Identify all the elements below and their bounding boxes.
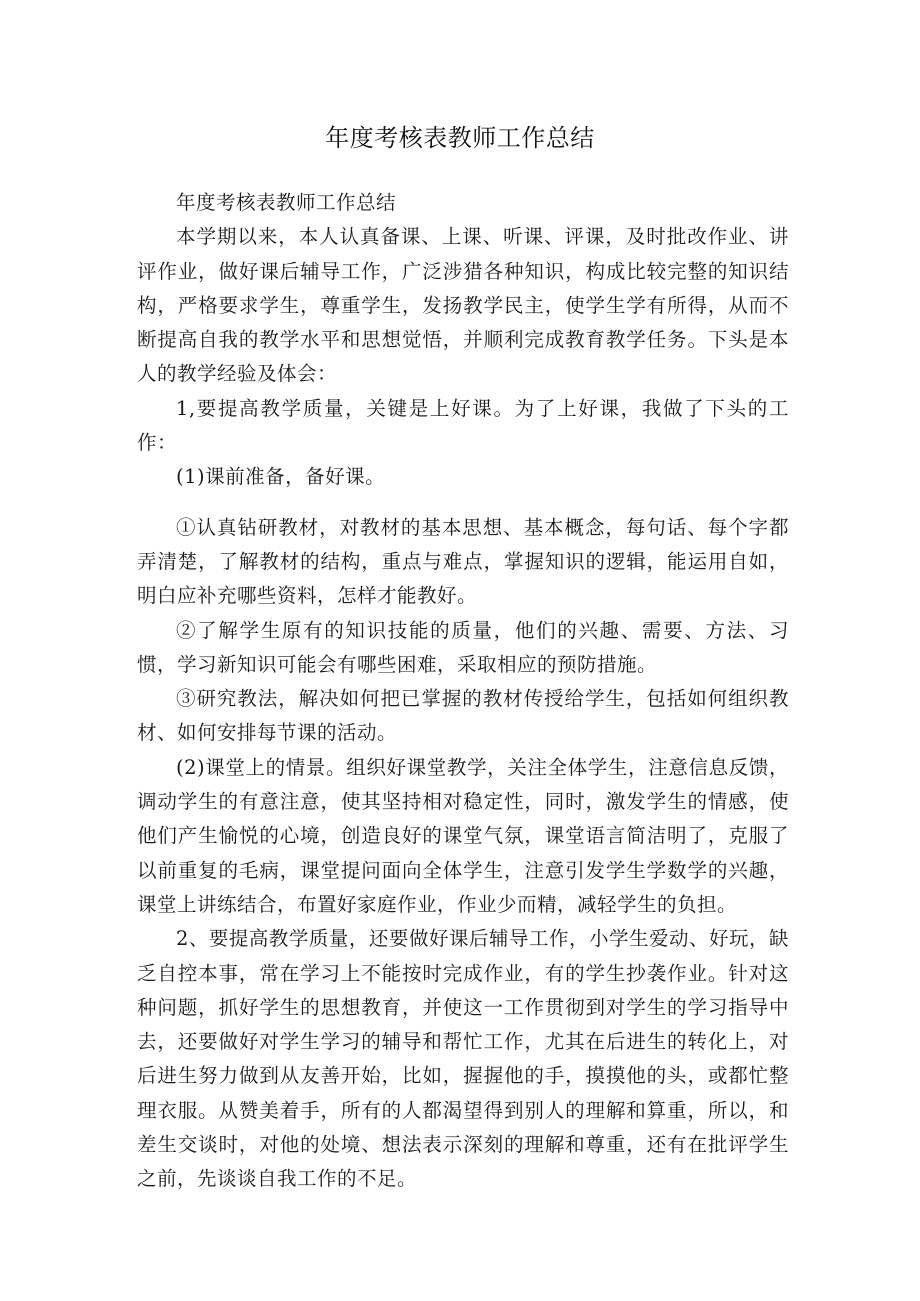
paragraph-subpoint-2: (2)课堂上的情景。组织好课堂教学，关注全体学生，注意信息反馈，调动学生的有意注意，使其坚持相对稳定性，同时，激发学生的情感，使他们产生愉悦的心境，创造良好的课堂气氛，课堂语言简洁明了，克服了以前重复的毛病，课堂提问面向全体学生，注意引发学生学数学的兴趣，课堂上讲练结合，布置好家庭作业，作业少而精，减轻学生的负担。 <box>137 755 789 916</box>
paragraph-subtitle: 年度考核表教师工作总结 <box>176 191 397 214</box>
paragraph-subpoint-1: (1)课前准备，备好课。 <box>176 465 386 489</box>
paragraph-point-1: 1,要提高教学质量，关键是上好课。为了上好课，我做了下头的工作： <box>137 396 789 455</box>
document-body <box>137 186 789 1197</box>
paragraph-intro: 本学期以来，本人认真备课、上课、听课、评课，及时批改作业、讲评作业，做好课后辅导工作，广泛涉猎各种知识，构成比较完整的知识结构，严格要求学生，尊重学生，发扬教学民主，使学生学有所得，从而不断提高自我的教学水平和思想觉悟，并顺利完成教育教学任务。下头是本人的教学经验及体会： <box>137 225 789 386</box>
paragraph-item-2: ②了解学生原有的知识技能的质量，他们的兴趣、需要、方法、习惯，学习新知识可能会有哪些困难，采取相应的预防措施。 <box>137 618 789 676</box>
paragraph-item-3: ③研究教法，解决如何把已掌握的教材传授给学生，包括如何组织教材、如何安排每节课的活动。 <box>137 687 789 745</box>
paragraph-spacer <box>137 495 789 511</box>
paragraph-item-1: ①认真钻研教材，对教材的基本思想、基本概念，每句话、每个字都弄清楚，了解教材的结构，重点与难点，掌握知识的逻辑，能运用自如，明白应补充哪些资料，怎样才能教好。 <box>137 515 789 608</box>
document-title: 年度考核表教师工作总结 <box>325 124 595 152</box>
paragraph-point-2: 2、要提高教学质量，还要做好课后辅导工作，小学生爱动、好玩，缺乏自控本事，常在学习上不能按时完成作业，有的学生抄袭作业。针对这种问题，抓好学生的思想教育，并使这一工作贯彻到对学生的学习指导中去，还要做好对学生学习的辅导和帮忙工作，尤其在后进生的转化上，对后进生努力做到从友善开始，比如，握握他的手，摸摸他的头，或都忙整理衣服。从赞美着手，所有的人都渴望得到别人的理解和算重，所以，和差生交谈时，对他的处境、想法表示深刻的理解和尊重，还有在批评学生之前，先谈谈自我工作的不足。 <box>137 927 789 1191</box>
